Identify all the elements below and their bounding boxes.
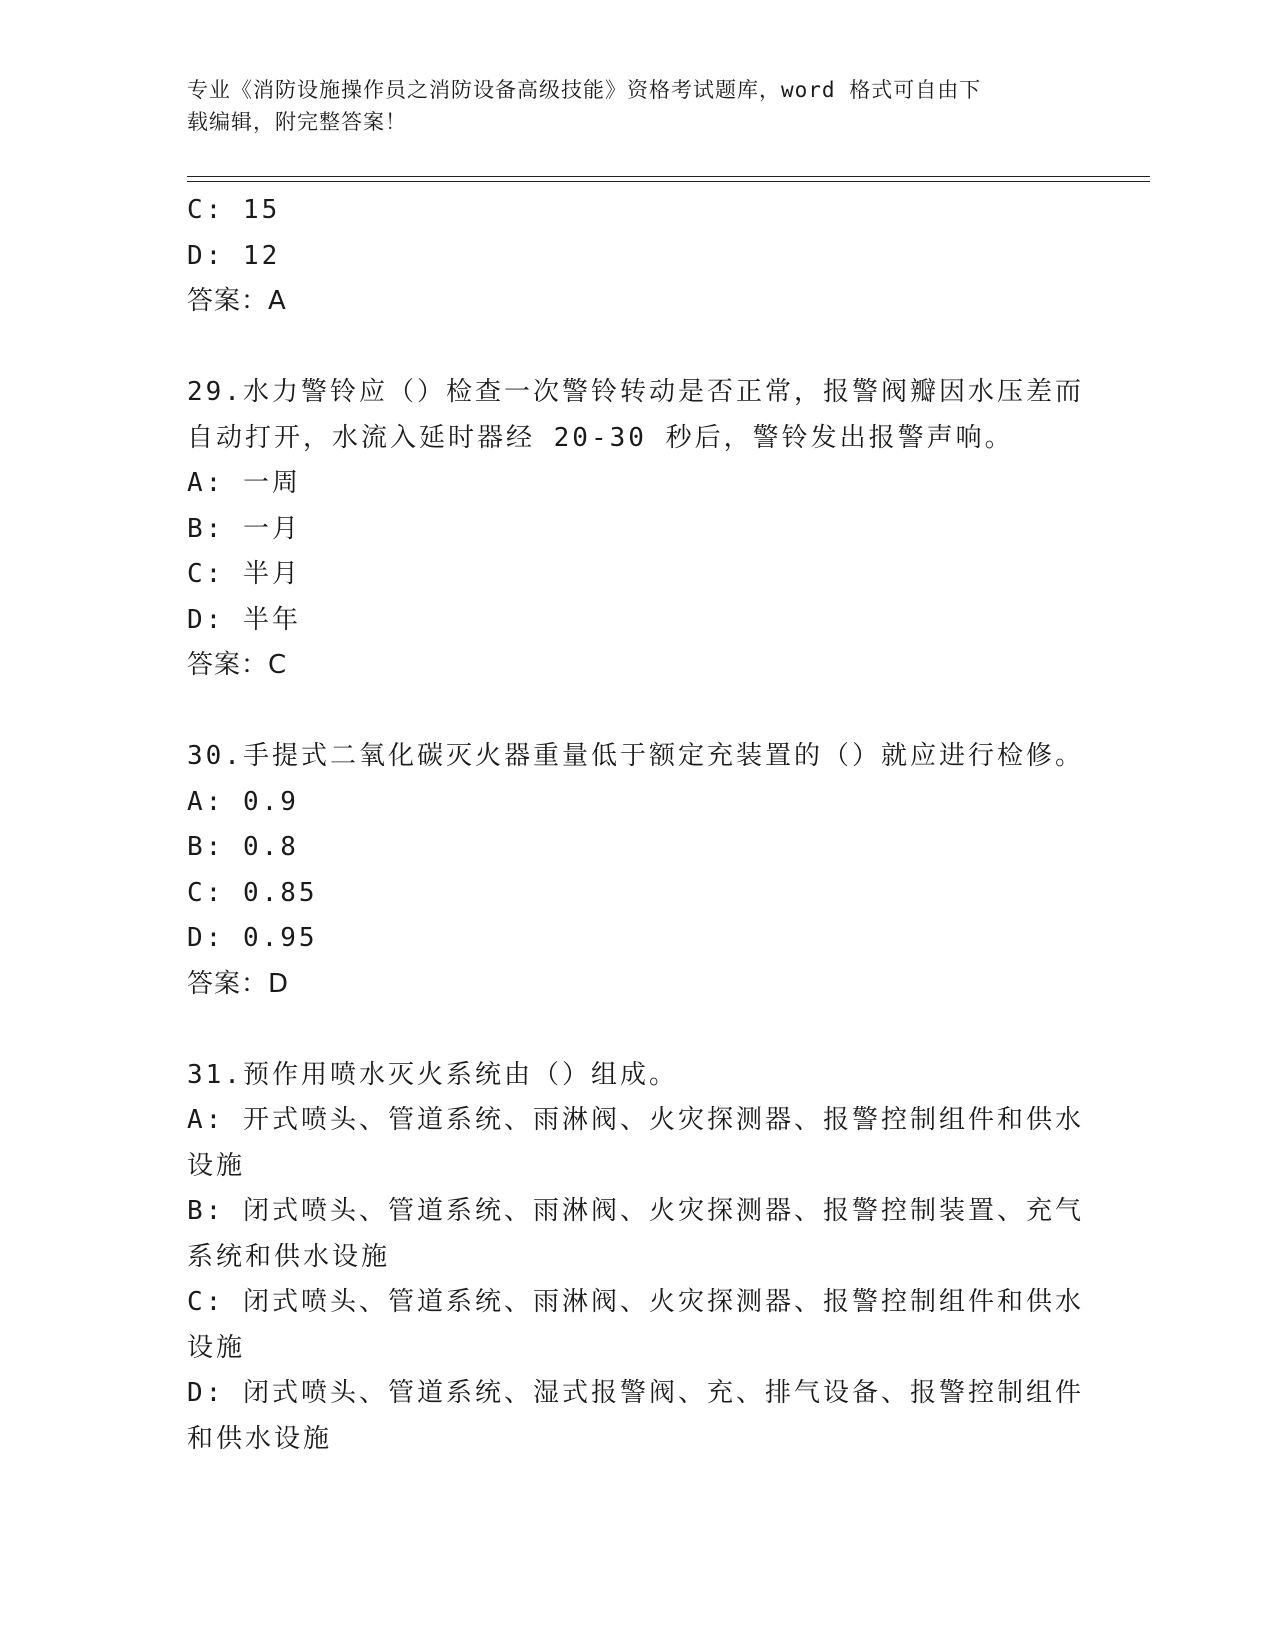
option-b: B: 0.8 (187, 832, 299, 862)
option-c: C: 半月 (187, 559, 301, 589)
option-a: A: 0.9 (187, 786, 299, 817)
question-stem: 自动打开，水流入延时器经 20-30 秒后，警铃发出报警声响。 (187, 422, 1014, 453)
answer: 答案：A (187, 286, 287, 316)
option-d: D: 0.95 (187, 923, 318, 953)
answer: 答案：D (187, 968, 290, 999)
question-list (187, 188, 1087, 1462)
option-d: D: 闭式喷头、管道系统、湿式报警阀、充、排气设备、报警控制组件 (187, 1378, 1084, 1408)
option-c-cont: 设施 (187, 1332, 246, 1363)
option-d: D: 12 (187, 240, 281, 271)
question-30 (187, 734, 1087, 1007)
option-c: C: 15 (187, 195, 281, 225)
option-a: A: 一周 (187, 468, 301, 498)
question-stem: 29.水力警铃应（）检查一次警铃转动是否正常，报警阀瓣因水压差而 (187, 377, 1084, 407)
header-line-2: 载编辑，附完整答案！ (187, 110, 407, 134)
document-header (187, 74, 1067, 138)
question-stem: 30.手提式二氧化碳灭火器重量低于额定充装置的（）就应进行检修。 (187, 741, 1084, 771)
option-a: A: 开式喷头、管道系统、雨淋阀、火灾探测器、报警控制组件和供水 (187, 1105, 1084, 1135)
option-b: B: 一月 (187, 513, 301, 544)
option-b: B: 闭式喷头、管道系统、雨淋阀、火灾探测器、报警控制装置、充气 (187, 1196, 1084, 1226)
option-a-cont: 设施 (187, 1150, 246, 1181)
option-c: C: 闭式喷头、管道系统、雨淋阀、火灾探测器、报警控制组件和供水 (187, 1287, 1084, 1317)
question-stem: 31.预作用喷水灭火系统由（）组成。 (187, 1059, 678, 1090)
option-c: C: 0.85 (187, 877, 318, 908)
header-line-1: 专业《消防设施操作员之消防设备高级技能》资格考试题库，word 格式可自由下 (187, 78, 982, 102)
prev-question (187, 188, 1087, 325)
answer: 答案：C (187, 650, 288, 680)
option-b-cont: 系统和供水设施 (187, 1241, 391, 1272)
header-rule-top (187, 176, 1150, 177)
question-29 (187, 370, 1087, 689)
question-31 (187, 1053, 1087, 1463)
option-d-cont: 和供水设施 (187, 1423, 333, 1454)
header-rule-bottom (187, 181, 1150, 182)
option-d: D: 半年 (187, 604, 301, 635)
